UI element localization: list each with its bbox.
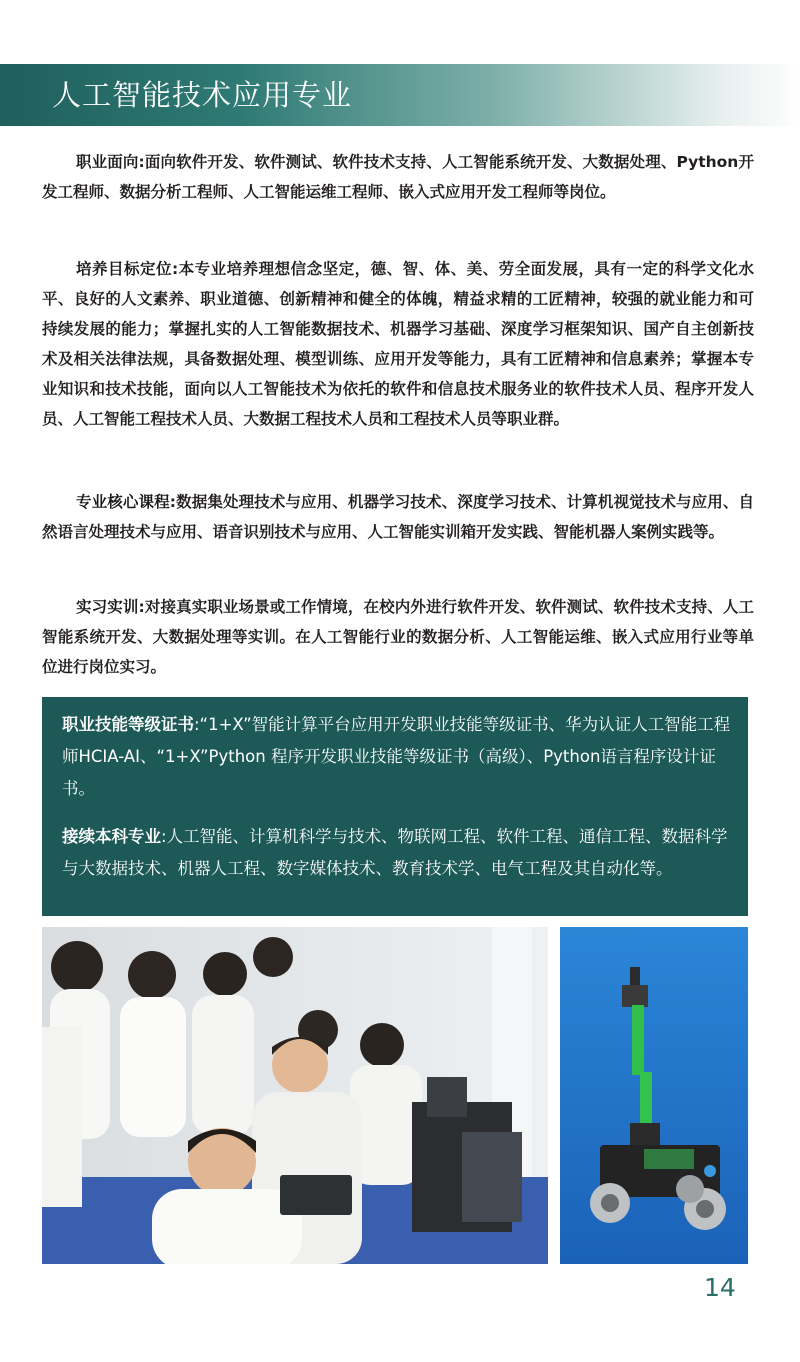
courses-text: :数据集处理技术与应用、机器学习技术、深度学习技术、计算机视觉技术与应用、自然语言处理技术与应用、语音识别技术与应用、人工智能实训箱开发实践、智能机器人案例实践等。: [42, 493, 754, 541]
practice-text: :对接真实职业场景或工作情境，在校内外进行软件开发、软件测试、软件技术支持、人工智能系统开发、大数据处理等实训。在人工智能行业的数据分析、人工智能运维、嵌入式应用行业等单位进行岗位实习。: [42, 598, 754, 676]
robot-car-photo: [560, 927, 748, 1264]
undergrad-label: 接续本科专业: [62, 827, 161, 846]
students-lab-photo: [42, 927, 548, 1264]
page-title: 人工智能技术应用专业: [52, 78, 353, 112]
certificates-paragraph: [62, 709, 732, 805]
career-text: :面向软件开发、软件测试、软件技术支持、人工智能系统开发、大数据处理、Python开发工程师、数据分析工程师、人工智能运维工程师、嵌入式应用开发工程师等岗位。: [42, 153, 754, 201]
goal-text: :本专业培养理想信念坚定，德、智、体、美、劳全面发展，具有一定的科学文化水平、良好的人文素养、职业道德、创新精神和健全的体魄，精益求精的工匠精神，较强的就业能力和可持续发展的能力；掌握扎实的人工智能数据技术、机器学习基础、深度学习框架知识、国产自主创新技术及相关法律法规，具备数据处理、模型训练、应用开发等能力，具有工匠精神和信息素养；掌握本专业知识和技术技能，面向以人工智能技术为依托的软件和信息技术服务业的软件技术人员、程序开发人员、人工智能工程技术人员、大数据工程技术人员和工程技术人员等职业群。: [42, 260, 754, 428]
students-lab-illustration: [42, 927, 548, 1264]
robot-car-illustration: [560, 927, 748, 1264]
courses-paragraph: [42, 487, 754, 547]
practice-label: 实习实训: [76, 598, 139, 616]
certificates-label: 职业技能等级证书: [62, 715, 194, 734]
practice-paragraph: [42, 592, 754, 682]
career-label: 职业面向: [76, 153, 139, 171]
undergrad-text: :人工智能、计算机科学与技术、物联网工程、软件工程、通信工程、数据科学与大数据技术、机器人工程、数字媒体技术、教育技术学、电气工程及其自动化等。: [62, 827, 728, 878]
goal-paragraph: [42, 254, 754, 434]
certificates-text: :“1+X”智能计算平台应用开发职业技能等级证书、华为认证人工智能工程师HCIA-AI、“1+X”Python 程序开发职业技能等级证书（高级）、Python语言程序设计证书。: [62, 715, 731, 798]
page-number: 14: [704, 1273, 736, 1302]
career-paragraph: [42, 147, 754, 207]
goal-label: 培养目标定位: [76, 260, 172, 278]
courses-label: 专业核心课程: [76, 493, 170, 511]
undergrad-paragraph: [62, 821, 732, 885]
